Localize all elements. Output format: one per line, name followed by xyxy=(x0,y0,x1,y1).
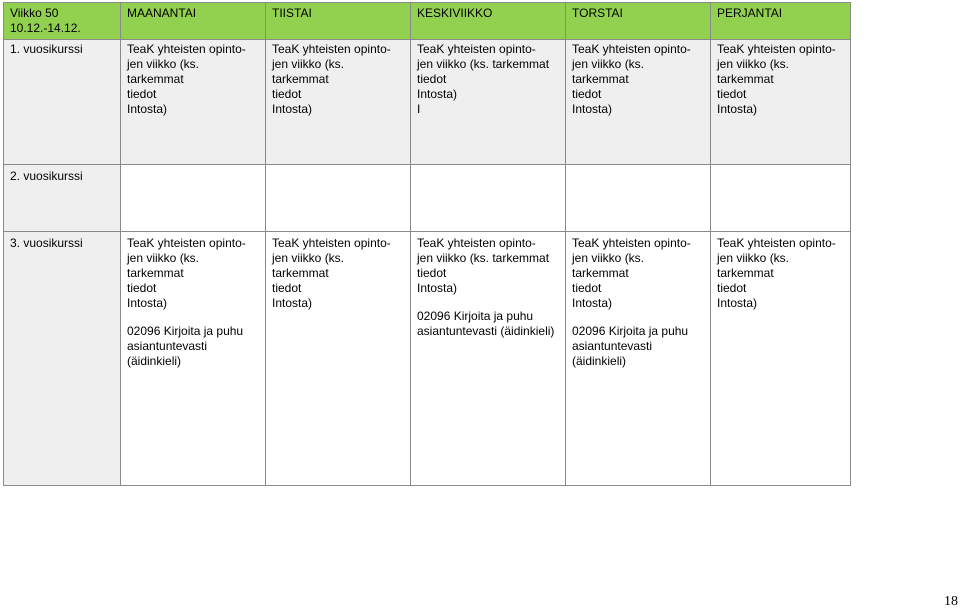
cell-text: TeaK yhteisten opinto- jen viikko (ks. tarkemmat tiedot Intosta) xyxy=(572,236,691,310)
week-cell xyxy=(4,3,121,40)
cell-text: TeaK yhteisten opinto- jen viikko (ks. tarkemmat tiedot Intosta) xyxy=(572,42,691,116)
day-header-friday: PERJANTAI xyxy=(711,3,851,40)
schedule-cell xyxy=(411,40,566,165)
cell-text: TeaK yhteisten opinto- jen viikko (ks. tarkemmat tiedot Intosta) xyxy=(717,236,836,310)
schedule-cell xyxy=(266,165,411,232)
row-name: vuosikurssi xyxy=(23,169,83,183)
course-entry: 02096 Kirjoita ja puhu asiantuntevasti (äidinkieli) xyxy=(572,324,689,368)
row-label xyxy=(4,165,121,232)
course-entry: 02096 Kirjoita ja puhu asiantuntevasti (äidinkieli) xyxy=(127,324,244,368)
header-row xyxy=(4,3,851,40)
schedule-cell xyxy=(711,40,851,165)
schedule-cell xyxy=(266,232,411,486)
table-row xyxy=(4,40,851,165)
schedule-cell xyxy=(566,165,711,232)
day-header-monday: MAANANTAI xyxy=(121,3,266,40)
cell-text: TeaK yhteisten opinto- jen viikko (ks. tarkemmat tiedot Intosta) xyxy=(417,236,550,295)
table-row xyxy=(4,165,851,232)
cell-text: TeaK yhteisten opinto- jen viikko (ks. tarkemmat tiedot Intosta) xyxy=(127,42,246,116)
row-number: 3. xyxy=(10,236,21,250)
day-header-tuesday: TIISTAI xyxy=(266,3,411,40)
cell-text: TeaK yhteisten opinto- jen viikko (ks. tarkemmat tiedot Intosta) xyxy=(127,236,246,310)
row-number: 1. xyxy=(10,42,21,56)
cell-text: TeaK yhteisten opinto- jen viikko (ks. tarkemmat tiedot Intosta) xyxy=(272,236,391,310)
row-label xyxy=(4,232,121,486)
day-header-wednesday: KESKIVIIKKO xyxy=(411,3,566,40)
row-label xyxy=(4,40,121,165)
row-number: 2. xyxy=(10,169,21,183)
schedule-cell xyxy=(411,232,566,486)
schedule-cell xyxy=(121,40,266,165)
course-entry: 02096 Kirjoita ja puhu asiantuntevasti (äidinkieli) xyxy=(417,309,555,338)
schedule-cell xyxy=(566,232,711,486)
cell-text: TeaK yhteisten opinto- jen viikko (ks. tarkemmat tiedot Intosta) xyxy=(717,42,836,116)
schedule-cell xyxy=(566,40,711,165)
schedule-cell xyxy=(121,232,266,486)
page-number: 18 xyxy=(944,594,958,609)
cell-text: TeaK yhteisten opinto- jen viikko (ks. tarkemmat tiedot Intosta) I xyxy=(417,42,550,116)
schedule-table xyxy=(3,2,851,486)
schedule-cell xyxy=(266,40,411,165)
cell-text: TeaK yhteisten opinto- jen viikko (ks. tarkemmat tiedot Intosta) xyxy=(272,42,391,116)
schedule-cell xyxy=(711,232,851,486)
day-header-thursday: TORSTAI xyxy=(566,3,711,40)
week-dates: 10.12.-14.12. xyxy=(10,21,81,35)
week-number: Viikko 50 xyxy=(10,6,59,20)
row-name: vuosikurssi xyxy=(23,236,83,250)
schedule-cell xyxy=(711,165,851,232)
schedule-cell xyxy=(411,165,566,232)
row-name: vuosikurssi xyxy=(23,42,83,56)
table-row xyxy=(4,232,851,486)
schedule-cell xyxy=(121,165,266,232)
